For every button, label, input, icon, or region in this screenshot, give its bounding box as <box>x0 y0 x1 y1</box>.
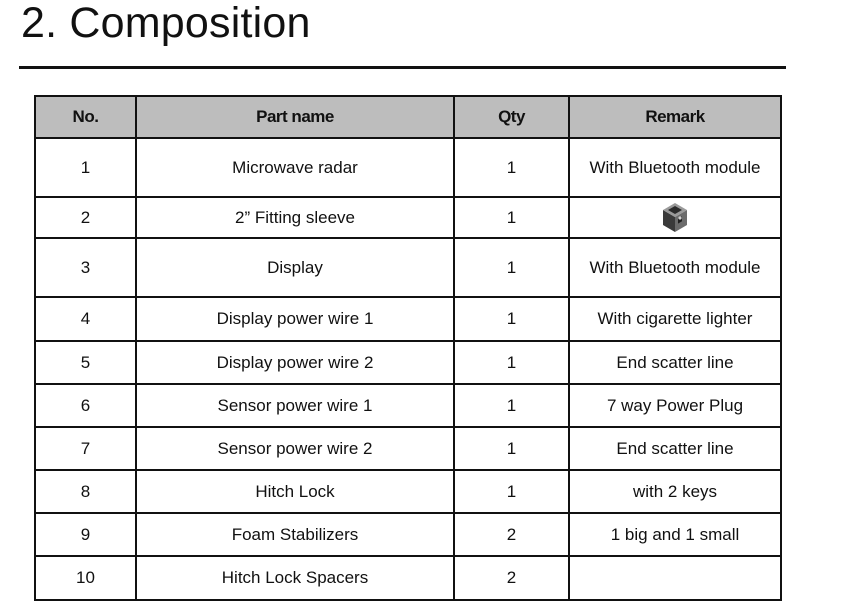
cell-no: 9 <box>35 513 136 556</box>
cell-part-name: Foam Stabilizers <box>136 513 454 556</box>
cell-no: 10 <box>35 556 136 600</box>
cell-no: 4 <box>35 297 136 341</box>
table-row <box>35 384 781 427</box>
fitting-sleeve-icon <box>660 201 690 235</box>
cell-qty: 1 <box>454 341 569 384</box>
cell-remark: End scatter line <box>569 427 781 470</box>
cell-qty: 1 <box>454 197 569 238</box>
table-row <box>35 513 781 556</box>
header-remark: Remark <box>569 96 781 138</box>
cell-qty: 1 <box>454 470 569 513</box>
cell-no: 6 <box>35 384 136 427</box>
table-row <box>35 341 781 384</box>
cell-part-name: Hitch Lock Spacers <box>136 556 454 600</box>
table-row <box>35 238 781 297</box>
table-row <box>35 138 781 197</box>
cell-remark: End scatter line <box>569 341 781 384</box>
table-header-row <box>35 96 781 138</box>
header-no: No. <box>35 96 136 138</box>
heading-rule <box>19 66 786 69</box>
cell-no: 5 <box>35 341 136 384</box>
cell-remark: With Bluetooth module <box>569 238 781 297</box>
cell-qty: 1 <box>454 384 569 427</box>
cell-remark: With Bluetooth module <box>569 138 781 197</box>
table-row <box>35 427 781 470</box>
cell-no: 3 <box>35 238 136 297</box>
cell-remark <box>569 197 781 238</box>
cell-part-name: Sensor power wire 2 <box>136 427 454 470</box>
cell-no: 7 <box>35 427 136 470</box>
composition-table <box>34 95 782 601</box>
cell-part-name: Microwave radar <box>136 138 454 197</box>
cell-remark: 7 way Power Plug <box>569 384 781 427</box>
cell-no: 1 <box>35 138 136 197</box>
header-part-name: Part name <box>136 96 454 138</box>
cell-qty: 1 <box>454 427 569 470</box>
page-heading: 2. Composition <box>21 0 311 47</box>
header-qty: Qty <box>454 96 569 138</box>
cell-qty: 1 <box>454 238 569 297</box>
table-row <box>35 470 781 513</box>
cell-qty: 2 <box>454 513 569 556</box>
cell-part-name: Display <box>136 238 454 297</box>
cell-remark <box>569 556 781 600</box>
cell-part-name: Display power wire 2 <box>136 341 454 384</box>
cell-no: 8 <box>35 470 136 513</box>
table-row <box>35 297 781 341</box>
table-row <box>35 556 781 600</box>
cell-remark: with 2 keys <box>569 470 781 513</box>
cell-no: 2 <box>35 197 136 238</box>
cell-part-name: Hitch Lock <box>136 470 454 513</box>
cell-part-name: 2” Fitting sleeve <box>136 197 454 238</box>
cell-remark: With cigarette lighter <box>569 297 781 341</box>
cell-part-name: Sensor power wire 1 <box>136 384 454 427</box>
cell-qty: 2 <box>454 556 569 600</box>
table-row <box>35 197 781 238</box>
cell-qty: 1 <box>454 297 569 341</box>
cell-part-name: Display power wire 1 <box>136 297 454 341</box>
cell-qty: 1 <box>454 138 569 197</box>
cell-remark: 1 big and 1 small <box>569 513 781 556</box>
